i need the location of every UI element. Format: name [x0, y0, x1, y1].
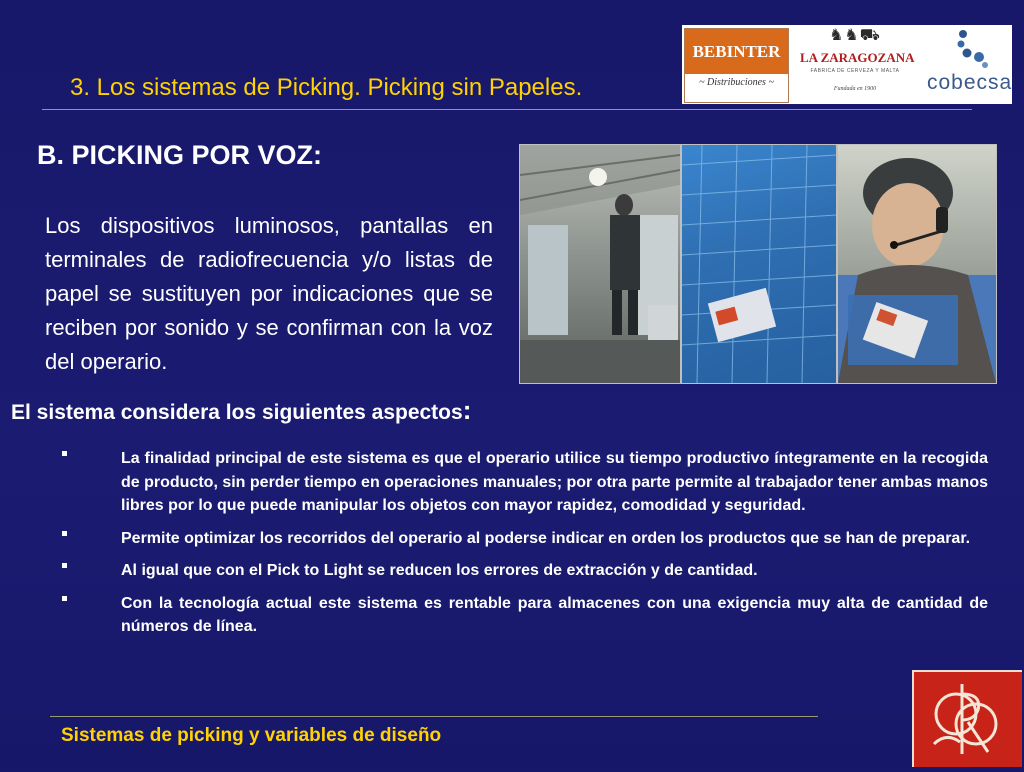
aspects-heading-colon: : [462, 395, 472, 425]
horse-carriage-icon: ♞♞⛟ [829, 27, 881, 44]
square-bullet-icon [62, 451, 67, 456]
square-bullet-icon [62, 596, 67, 601]
list-item [60, 527, 988, 551]
la-zaragozana-logo-tagline: FABRICA DE CERVEZA Y MALTA [810, 68, 900, 74]
footer-text: Sistemas de picking y variables de diseño [61, 725, 442, 746]
cobecsa-dots-icon [955, 29, 991, 69]
square-bullet-icon [62, 563, 67, 568]
voice-picking-photos [519, 144, 997, 384]
aspects-heading-text: El sistema considera los siguientes aspectos [11, 401, 463, 424]
warehouse-operator-photo [520, 145, 680, 383]
square-bullet-icon [62, 531, 67, 536]
list-item [60, 592, 988, 639]
title-divider [42, 109, 972, 110]
intro-paragraph: Los dispositivos luminosos, pantallas en terminales de radiofrecuencia y/o listas de papel se sustituyen por indicaciones que se reciben por sonido y se confirman con la voz del operario. [45, 213, 493, 374]
list-item-text: Permite optimizar los recorridos del operario al poderse indicar en orden los productos que se han de preparar. [121, 529, 971, 547]
aspects-heading [11, 395, 471, 426]
section-heading: B. PICKING POR VOZ: [37, 140, 323, 170]
la-zaragozana-logo-founded: Fundada en 1900 [833, 86, 877, 92]
list-item [60, 559, 988, 583]
la-zaragozana-logo [800, 27, 915, 103]
list-item-text: Con la tecnología actual este sistema es rentable para almacenes con una exigencia muy alta de cantidad de números de línea. [121, 594, 988, 635]
crates-photo [682, 145, 836, 383]
list-item-text: Al igual que con el Pick to Light se reducen los errores de extracción y de cantidad. [121, 562, 758, 579]
bebinter-logo [684, 28, 789, 103]
slide-title: 3. Los sistemas de Picking. Picking sin Papeles. [70, 74, 583, 101]
aspects-list [60, 447, 988, 648]
list-item-text: La finalidad principal de este sistema es que el operario utilice su tiempo productivo íntegramente en la recogida de producto, sin perder tiempo en operaciones manuales; por otra parte permite al trabajador tener ambas manos libres por lo que puede manipular los objetos con mayor rapidez, comodidad y seguridad. [121, 450, 988, 514]
monogram-emblem-icon [912, 670, 1022, 767]
bebinter-logo-name: BEBINTER [685, 29, 788, 74]
partner-logos [682, 25, 1012, 104]
bebinter-logo-tagline: ~ Distribuciones ~ [699, 77, 774, 88]
cobecsa-logo-name: cobecsa [927, 71, 1012, 94]
footer-divider [50, 716, 818, 717]
la-zaragozana-logo-name: LA ZARAGOZANA [800, 50, 915, 65]
cobecsa-logo [927, 27, 1012, 103]
headset-operator-photo [838, 145, 996, 383]
list-item [60, 447, 988, 518]
